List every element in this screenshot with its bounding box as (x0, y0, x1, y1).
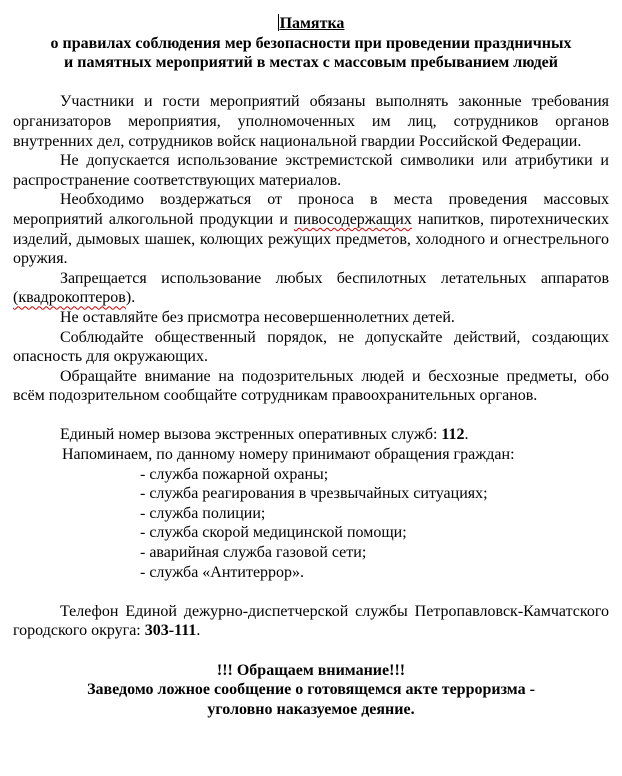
blank-line (13, 73, 609, 93)
drones-text-b: ). (125, 289, 136, 307)
prohibited-items-text-b: напитков, пиротехнических изделий, дымовых шашек, колющих режущих предметов, холодного и огнестрельного оружия. (13, 210, 609, 268)
blank-line (13, 641, 609, 661)
blank-line (13, 406, 609, 426)
emergency-label: Единый номер вызова экстренных оперативных служб: (60, 426, 442, 444)
emergency-number-line (13, 425, 609, 445)
service-item: - аварийная служба газовой сети; (140, 544, 367, 562)
title-main: Памятка (279, 15, 345, 32)
paragraph-drones (13, 269, 609, 308)
emergency-number: 112 (441, 426, 465, 444)
emergency-reminder: Напоминаем, по данному номеру принимают обращения граждан: (62, 446, 515, 464)
services-list (13, 465, 609, 583)
warning-line-3: уголовно наказуемое деяние. (207, 700, 415, 718)
prohibited-items-text-a: Необходимо воздержаться от проноса в места проведения массовых мероприятий алкогольной продукции и (13, 191, 609, 228)
dispatch-number: 303-111 (144, 622, 197, 640)
paragraph-dispatch (13, 602, 609, 641)
dispatch-end: . (196, 622, 201, 640)
title-line-2: о правилах соблюдения мер безопасности при проведении праздничных (50, 34, 572, 52)
service-item: - служба полиции; (140, 504, 266, 522)
text-cursor (278, 14, 279, 31)
service-item: - служба скорой медицинской помощи; (140, 524, 407, 542)
drones-text-a: Запрещается использование любых беспилотных летательных аппаратов (60, 269, 609, 287)
spellcheck-word-quadcopters: (квадрокоптеров (13, 289, 126, 307)
paragraph-participants: Участники и гости мероприятий обязаны выполнять законные требования организаторов мероприятия, уполномоченных им лиц, сотрудников органов внутренних дел, сотрудников войск национальной гвардии Российской Федерации. (13, 93, 609, 150)
warning-line-2: Заведомо ложное сообщение о готовящемся акте терроризма - (87, 681, 535, 699)
paragraph-suspicious: Обращайте внимание на подозрительных людей и бесхозные предметы, обо всём подозрительном сообщайте сотрудникам правоохранительных органов. (13, 367, 609, 405)
dispatch-text: Телефон Единой дежурно-диспетчерской службы Петропавловск-Камчатского городского округа: (13, 602, 609, 640)
title-main-line (13, 14, 609, 34)
paragraph-extremist-symbols: Не допускается использование экстремистской символики или атрибутики и распространение соответствующих материалов. (13, 152, 609, 189)
paragraph-prohibited-items (13, 190, 609, 268)
blank-line (13, 582, 609, 602)
paragraph-public-order: Соблюдайте общественный порядок, не допускайте действий, создающих опасность для окружающих. (13, 328, 609, 366)
spellcheck-word-beer: пивосодержащих (293, 210, 412, 228)
title-line-3: и памятных мероприятий в местах с массовым пребыванием людей (64, 54, 558, 72)
document-page (13, 14, 609, 719)
service-item: - служба пожарной охраны; (140, 465, 329, 483)
warning-heading: !!! Обращаем внимание!!! (216, 661, 406, 679)
emergency-end: . (464, 426, 469, 444)
document-title (13, 14, 609, 73)
paragraph-children: Не оставляйте без присмотра несовершеннолетних детей. (60, 308, 455, 326)
service-item: - служба реагирования в чрезвычайных ситуациях; (140, 485, 488, 503)
service-item: - служба «Антитеррор». (140, 563, 305, 581)
